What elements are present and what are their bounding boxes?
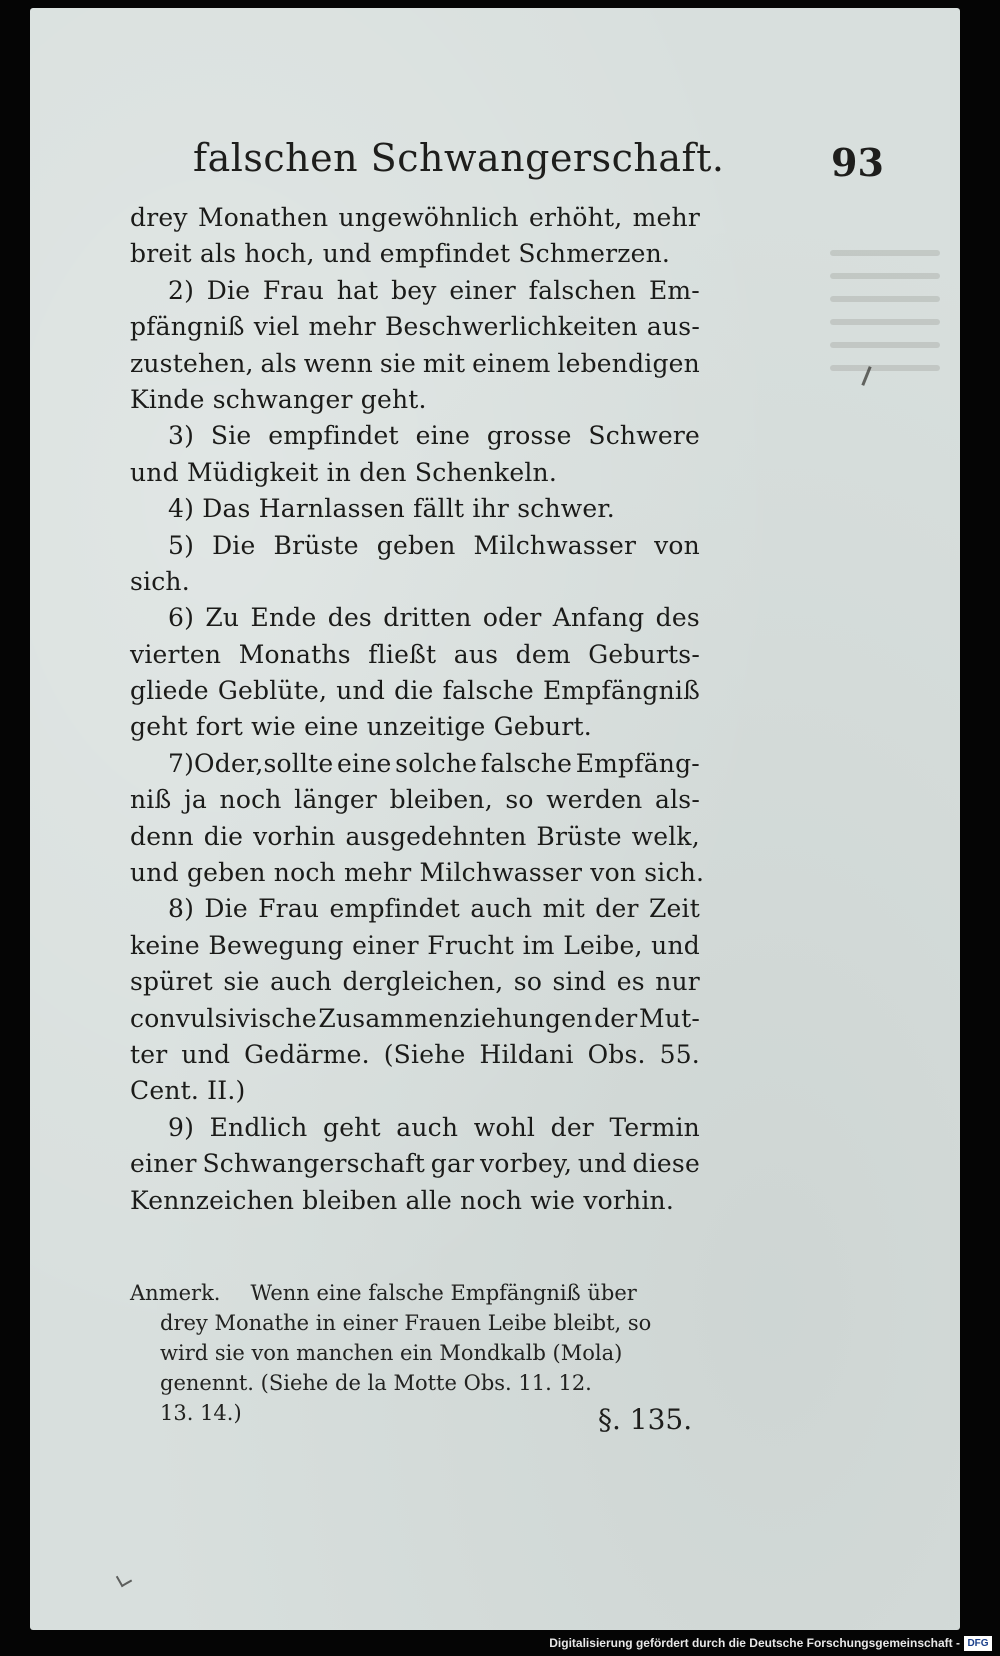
word: (Siehe [383, 1039, 466, 1069]
word: als [260, 348, 297, 378]
word: 8) [168, 894, 195, 924]
word: vorbey, [480, 1149, 573, 1179]
word: Endlich [209, 1112, 308, 1142]
word: oder [482, 603, 542, 633]
word: vierten [130, 639, 222, 669]
word: 55. [659, 1039, 700, 1069]
word: mehr [308, 312, 376, 342]
word: Em- [648, 275, 700, 305]
note-line: wird sie von manchen ein Mondkalb (Mola) [160, 1341, 623, 1365]
word: und [577, 1149, 627, 1179]
text-line [130, 418, 700, 454]
word: und [181, 1039, 231, 1069]
digitization-footer [0, 1632, 1000, 1656]
text-line: Cent. II.) [130, 1076, 246, 1106]
word: Leibe, [563, 930, 643, 960]
word: empfindet [268, 421, 399, 451]
text-line [130, 673, 700, 709]
word: aus [453, 639, 499, 669]
word: Schwangerschaft [202, 1149, 425, 1179]
page-number: 93 [831, 140, 884, 185]
word: und [651, 930, 700, 960]
word: Geblüte, [217, 676, 328, 706]
word: mit [542, 894, 585, 924]
text-line: geht fort wie eine unzeitige Geburt. [130, 712, 592, 742]
word: Die [204, 894, 248, 924]
note-label: Anmerk. [130, 1281, 221, 1305]
text-line: Kennzeichen bleiben alle noch wie vorhin. [130, 1185, 674, 1215]
note-line: 13. 14.) [160, 1401, 242, 1425]
footer-credit: Digitalisierung gefördert durch die Deutsche Forschungsgemeinschaft - [549, 1636, 960, 1650]
word: einem [472, 348, 551, 378]
word: Zu [205, 603, 240, 633]
word: falsche [442, 676, 534, 706]
dfg-logo: DFG [964, 1636, 992, 1651]
text-line: und geben noch mehr Milchwasser von sich. [130, 858, 705, 888]
word: vorhin [253, 821, 336, 851]
word: einer [449, 275, 516, 305]
page-header [193, 136, 884, 188]
word: einer [130, 1149, 197, 1179]
word: Mut- [639, 1003, 700, 1033]
word: der [550, 1112, 594, 1142]
word: 9) [168, 1112, 195, 1142]
word: mit [422, 348, 466, 378]
word: Zeit [648, 894, 700, 924]
word: eine [337, 748, 392, 778]
word: 2) [168, 275, 195, 305]
word: Brüste [536, 821, 622, 851]
word: spüret [130, 967, 213, 997]
word: mehr [632, 203, 700, 232]
word: Empfängniß [542, 676, 700, 706]
word: falschen [528, 275, 637, 305]
word: 6) [168, 603, 195, 633]
word: wohl [473, 1112, 536, 1142]
text-line [130, 309, 700, 345]
word: einer [352, 930, 419, 960]
show-through-text [830, 238, 940, 438]
text-line: Kinde schwanger geht. [130, 384, 427, 414]
word: Bewegung [208, 930, 344, 960]
word: auch [270, 967, 332, 997]
text-line [130, 819, 700, 855]
word: Die [212, 530, 256, 560]
word: empfindet [329, 894, 461, 924]
text-line [130, 273, 700, 309]
word: gliede [130, 676, 209, 706]
word: so [513, 967, 543, 997]
text-line [130, 964, 700, 1000]
word: grosse [486, 421, 572, 451]
text-line [130, 1146, 700, 1182]
word: niß [130, 785, 172, 815]
word: Geburts- [588, 639, 700, 669]
text-line [130, 1110, 700, 1146]
word: 5) [168, 530, 195, 560]
word: falsche [480, 748, 573, 778]
word: Frucht [427, 930, 515, 960]
book-page [30, 8, 960, 1630]
word: werden [546, 785, 643, 815]
word: die [394, 676, 434, 706]
word: pfängniß [130, 312, 245, 342]
word: keine [130, 930, 200, 960]
text-line [130, 1001, 700, 1037]
word: der [595, 894, 639, 924]
word: Beschwerlichkeiten [384, 312, 638, 342]
word: welk, [631, 821, 700, 851]
word: Milchwasser [473, 530, 637, 560]
word: sie [379, 348, 417, 378]
text-line [130, 1037, 700, 1073]
word: Monathen [197, 203, 329, 232]
word: lebendigen [557, 348, 700, 378]
word: sind [552, 967, 607, 997]
bottom-mark [116, 1571, 132, 1587]
word: Sie [210, 421, 252, 451]
text-line [130, 746, 700, 782]
word: geht [322, 1112, 381, 1142]
running-head: falschen Schwangerschaft. [193, 136, 725, 180]
word: zustehen, [130, 348, 254, 378]
word: Brüste [273, 530, 359, 560]
word: ter [130, 1039, 168, 1069]
word: bleiben, [389, 785, 493, 815]
word: convulsivische [130, 1003, 317, 1033]
word: als- [654, 785, 700, 815]
text-line [130, 928, 700, 964]
word: Termin [609, 1112, 700, 1142]
word: und [336, 676, 386, 706]
word: Frau [258, 894, 320, 924]
word: Monaths [238, 639, 351, 669]
word: gar [430, 1149, 475, 1179]
word: Schwere [588, 421, 700, 451]
word: nur [655, 967, 700, 997]
word: ungewöhnlich [338, 203, 519, 232]
word: bey [391, 275, 437, 305]
word: Obs. [587, 1039, 646, 1069]
word: dem [515, 639, 571, 669]
text-line [130, 637, 700, 673]
word: auch [470, 894, 533, 924]
text-line [130, 528, 700, 564]
text-line: und Müdigkeit in den Schenkeln. [130, 457, 557, 487]
word: Ende [250, 603, 317, 633]
word: geben [376, 530, 456, 560]
word: im [522, 930, 555, 960]
word: eine [415, 421, 471, 451]
note-first-line [130, 1278, 705, 1308]
word: von [654, 530, 700, 560]
word: länger [294, 785, 378, 815]
word: dritten [383, 603, 472, 633]
word: erhöht, [528, 203, 623, 232]
text-line [130, 600, 700, 636]
text-line [130, 200, 700, 236]
word: solche [395, 748, 478, 778]
body-text [130, 200, 705, 1219]
word: ja [183, 785, 207, 815]
word: Zusammenziehungen [318, 1003, 593, 1033]
word: noch [219, 785, 282, 815]
word: der [594, 1003, 638, 1033]
word: viel [253, 312, 300, 342]
word: Empfäng- [575, 748, 700, 778]
word: dergleichen, [342, 967, 504, 997]
text-line: sich. [130, 566, 190, 596]
text-line [130, 782, 700, 818]
word: 7)Oder,sollte [168, 748, 334, 778]
word: denn [130, 821, 194, 851]
text-line [130, 346, 700, 382]
word: Die [206, 275, 251, 305]
word: 3) [168, 421, 195, 451]
word: es [616, 967, 645, 997]
word: Frau [262, 275, 325, 305]
word: des [327, 603, 372, 633]
word: hat [336, 275, 379, 305]
word: ausgedehnten [345, 821, 527, 851]
text-line: 4) Das Harnlassen fällt ihr schwer. [168, 494, 615, 524]
word: sie [223, 967, 260, 997]
word: Gedärme. [244, 1039, 370, 1069]
word: auch [396, 1112, 459, 1142]
word: so [505, 785, 534, 815]
catchword: §. 135. [598, 1403, 693, 1436]
note-first-text: Wenn eine falsche Empfängniß über [250, 1281, 637, 1305]
word: drey [130, 203, 188, 232]
word: fließt [368, 639, 437, 669]
text-line [130, 891, 700, 927]
word: diese [632, 1149, 700, 1179]
word: wenn [303, 348, 373, 378]
text-line: breit als hoch, und empfindet Schmerzen. [130, 239, 671, 269]
note-line: genennt. (Siehe de la Motte Obs. 11. 12. [160, 1371, 592, 1395]
note-line: drey Monathe in einer Frauen Leibe bleibt, so [160, 1311, 652, 1335]
word: Hildani [479, 1039, 574, 1069]
word: des [655, 603, 700, 633]
word: Anfang [552, 603, 645, 633]
word: aus- [646, 312, 700, 342]
word: die [203, 821, 244, 851]
